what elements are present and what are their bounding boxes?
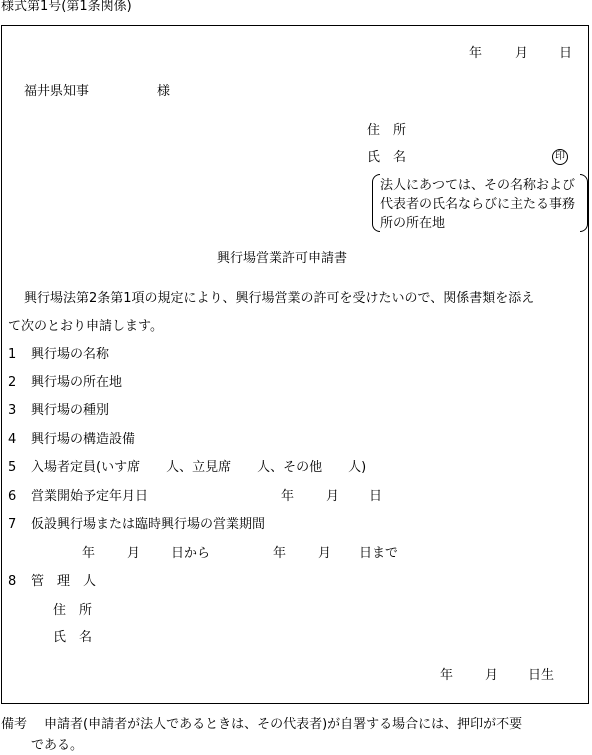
applicant-address-label: 住 所 xyxy=(367,123,407,138)
item-1-number: 1 xyxy=(8,347,17,362)
item-3-text: 興行場の種別 xyxy=(31,403,110,418)
item-7-text: 仮設興行場または臨時興行場の営業期間 xyxy=(31,517,266,532)
item-7-from-month: 月 xyxy=(127,546,141,561)
document-title: 興行場営業許可申請書 xyxy=(217,251,348,266)
item-3-number: 3 xyxy=(8,403,17,418)
applicant-note-bracket xyxy=(372,174,588,232)
seal-mark xyxy=(552,149,568,165)
item-6-text: 営業開始予定年月日 xyxy=(31,489,149,504)
item-6-day: 日 xyxy=(369,489,383,504)
item-6-month: 月 xyxy=(326,489,340,504)
item-4-number: 4 xyxy=(8,432,17,447)
seal-text: 印 xyxy=(555,151,565,162)
date-day: 日 xyxy=(559,46,573,61)
manager-birth-day: 日生 xyxy=(528,668,555,683)
manager-birth-year: 年 xyxy=(440,668,454,683)
addressee-honorific: 様 xyxy=(157,84,171,99)
item-7-to-year: 年 xyxy=(273,546,287,561)
manager-birth-month: 月 xyxy=(485,668,499,683)
item-2-text: 興行場の所在地 xyxy=(31,375,123,390)
form-number-label: 様式第1号(第1条関係) xyxy=(1,0,132,14)
item-7-to-day: 日まで xyxy=(359,546,399,561)
item-7-from-year: 年 xyxy=(82,546,96,561)
applicant-name-label: 氏 名 xyxy=(367,150,407,165)
remarks-label: 備考 xyxy=(1,717,28,732)
item-7-number: 7 xyxy=(8,517,17,532)
item-8-text: 管 理 人 xyxy=(31,574,97,589)
intro-line-1: 興行場法第2条第1項の規定により、興行場営業の許可を受けたいので、関係書類を添え xyxy=(24,291,535,306)
item-5-text: 入場者定員(いす席 人、立見席 人、その他 人) xyxy=(31,460,367,475)
left-bracket xyxy=(372,174,380,232)
remarks-line-1: 申請者(申請者が法人であるときは、その代表者)が自署する場合には、押印が不要 xyxy=(44,717,523,732)
item-2-number: 2 xyxy=(8,375,17,390)
date-year: 年 xyxy=(469,46,483,61)
manager-address-label: 住 所 xyxy=(53,603,93,618)
item-8-number: 8 xyxy=(8,574,17,589)
item-4-text: 興行場の構造設備 xyxy=(31,432,136,447)
item-6-number: 6 xyxy=(8,489,17,504)
item-1-text: 興行場の名称 xyxy=(31,347,110,362)
addressee-name: 福井県知事 xyxy=(24,84,90,99)
date-month: 月 xyxy=(515,46,529,61)
manager-name-label: 氏 名 xyxy=(53,630,93,645)
right-bracket xyxy=(580,174,588,232)
item-5-number: 5 xyxy=(8,460,17,475)
applicant-note: 法人にあつては、その名称および代表者の氏名ならびに主たる事務所の所在地 xyxy=(380,178,576,231)
intro-line-2: て次のとおり申請します。 xyxy=(8,319,163,334)
remarks-line-2: である。 xyxy=(31,738,84,753)
item-7-to-month: 月 xyxy=(318,546,332,561)
item-6-year: 年 xyxy=(281,489,295,504)
item-7-from-day: 日から xyxy=(171,546,211,561)
